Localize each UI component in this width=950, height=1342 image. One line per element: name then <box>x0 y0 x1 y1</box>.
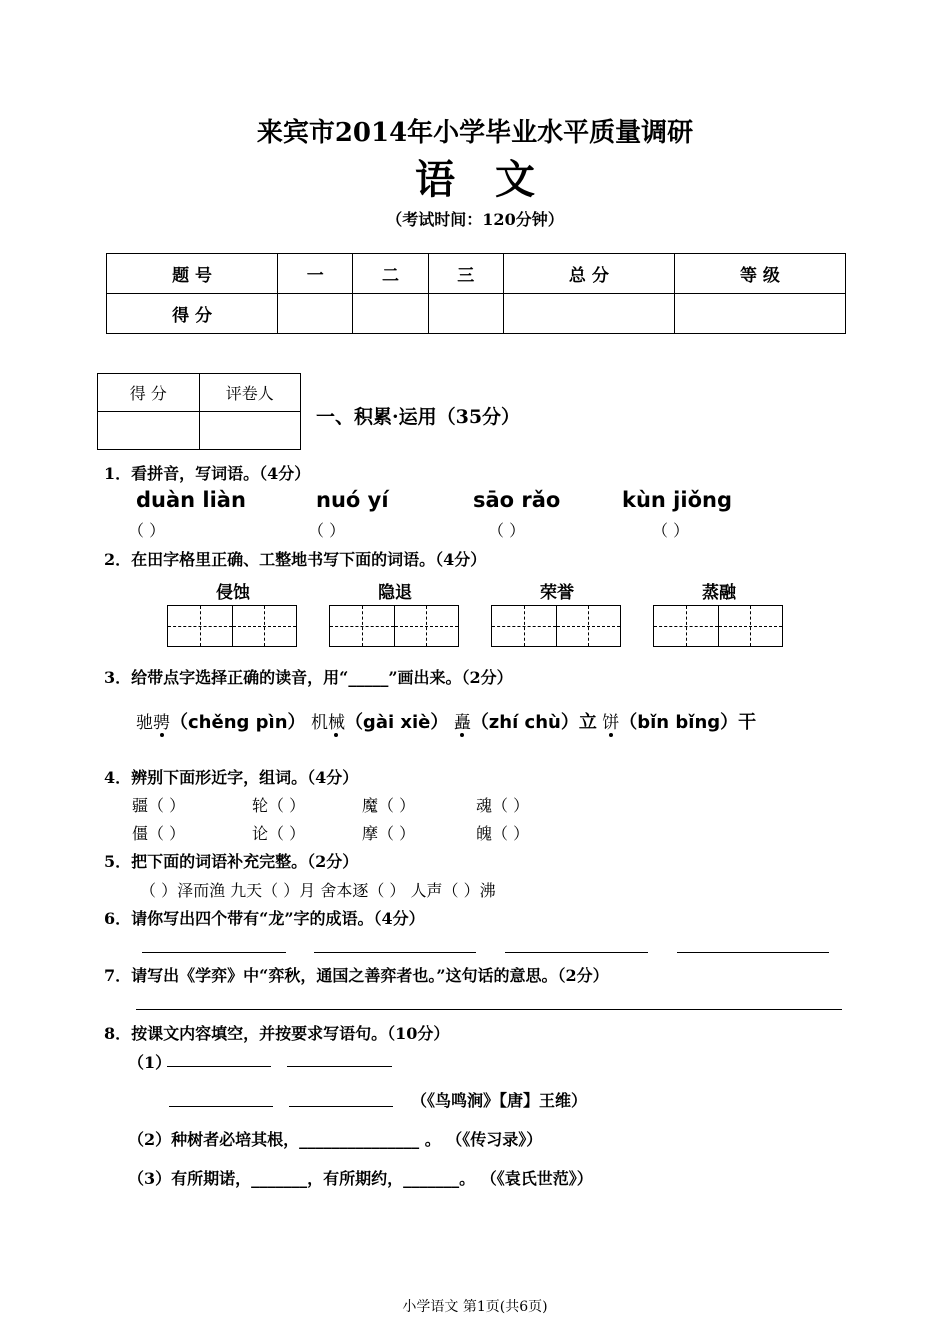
tianzige-grid-2[interactable] <box>329 605 459 647</box>
q8-part1-source: （《鸟鸣涧》【唐】王维） <box>411 1091 588 1110</box>
answer-blank-3[interactable]: （ ） <box>488 521 526 540</box>
word-label-3: 荣誉 <box>540 583 574 603</box>
score-input-cell[interactable] <box>353 294 428 334</box>
score-input-cell[interactable] <box>278 294 353 334</box>
score-input-cell[interactable] <box>428 294 503 334</box>
q3-item-4-reading[interactable]: （bǐn bǐng）干 <box>619 712 757 733</box>
pinyin-1: duàn liàn <box>136 488 246 512</box>
q3-item-2-reading[interactable]: （gài xiè） <box>344 712 449 733</box>
word-label-1: 侵蚀 <box>216 583 250 603</box>
q6-answer-line-3[interactable] <box>505 952 648 953</box>
section-title: 一、积累·运用（35分） <box>316 406 521 428</box>
score-table-header-row <box>107 254 846 294</box>
q4-row2-item4[interactable]: 魄（ ） <box>476 824 530 843</box>
score-cell: 二 <box>353 254 428 294</box>
score-cell: 三 <box>428 254 503 294</box>
q3-item-1-pre: 驰 <box>136 713 153 733</box>
score-input-cell[interactable] <box>674 294 845 334</box>
score-table-score-row <box>107 294 846 334</box>
grader-score-label: 得 分 <box>98 374 200 412</box>
grader-name-input[interactable] <box>199 412 301 450</box>
tianzige-grid-1[interactable] <box>167 605 297 647</box>
score-cell: 总 分 <box>503 254 674 294</box>
exam-time: （考试时间：120分钟） <box>386 210 564 229</box>
subject-title: 语文 <box>415 156 575 203</box>
tianzige-grid-4[interactable] <box>653 605 783 647</box>
word-label-4: 蒸融 <box>702 583 736 603</box>
score-cell: 等 级 <box>674 254 845 294</box>
exam-title: 来宾市2014年小学毕业水平质量调研 <box>256 118 694 148</box>
page-footer: 小学语文 第1页(共6页) <box>402 1299 548 1315</box>
word-label-2: 隐退 <box>378 583 412 603</box>
question-2-prompt: 2．在田字格里正确、工整地书写下面的词语。（4分） <box>104 550 487 569</box>
grader-score-input[interactable] <box>98 412 200 450</box>
q3-item-3-reading[interactable]: （zhí chù）立 <box>470 712 597 733</box>
q8-part1-line-2[interactable] <box>287 1066 392 1067</box>
q3-item-2-pre: 机 <box>310 713 328 733</box>
score-cell: 一 <box>278 254 353 294</box>
q5-text[interactable]: （ ）泽而渔 九天（ ）月 舍本逐（ ） 人声（ ）沸 <box>140 881 496 900</box>
q4-row1-item2[interactable]: 轮（ ） <box>252 796 306 815</box>
q4-row1-item1[interactable]: 疆（ ） <box>132 796 186 815</box>
q8-part1-line-4[interactable] <box>289 1106 393 1107</box>
question-6-prompt: 6．请你写出四个带有“龙”字的成语。（4分） <box>104 909 425 928</box>
q4-row2-item3[interactable]: 摩（ ） <box>362 824 416 843</box>
question-4-prompt: 4．辨别下面形近字，组词。（4分） <box>104 768 359 787</box>
score-cell: 得 分 <box>107 294 278 334</box>
q4-row1-item3[interactable]: 魔（ ） <box>362 796 416 815</box>
question-1-prompt: 1．看拼音，写词语。（4分） <box>104 464 311 483</box>
answer-blank-2[interactable]: （ ） <box>308 521 346 540</box>
question-5-prompt: 5．把下面的词语补充完整。（2分） <box>104 852 359 871</box>
grader-table <box>97 373 301 450</box>
q3-item-1-dotted: 骋 <box>153 708 170 733</box>
q4-row2-item2[interactable]: 论（ ） <box>252 824 306 843</box>
score-input-cell[interactable] <box>503 294 674 334</box>
q6-answer-line-1[interactable] <box>142 952 286 953</box>
question-3-prompt: 3．给带点字选择正确的读音，用“_____”画出来。（2分） <box>104 668 513 687</box>
answer-blank-4[interactable]: （ ） <box>652 521 690 540</box>
q6-answer-line-2[interactable] <box>314 952 476 953</box>
q8-part1-line-1[interactable] <box>167 1066 271 1067</box>
q8-part2[interactable]: （2）种树者必培其根，_______________ 。 （《传习录》） <box>128 1130 543 1149</box>
q3-item-1-reading[interactable]: （chěng pìn） <box>170 712 306 733</box>
question-7-prompt: 7．请写出《学弈》中“弈秋，通国之善弈者也。”这句话的意思。（2分） <box>104 966 609 985</box>
tianzige-grid-3[interactable] <box>491 605 621 647</box>
q8-part1-line-3[interactable] <box>169 1106 273 1107</box>
q3-item-2-dotted: 械 <box>328 708 345 733</box>
q7-answer-line[interactable] <box>136 1009 842 1010</box>
q8-part1-number: （1） <box>128 1053 172 1072</box>
q4-row1-item4[interactable]: 魂（ ） <box>476 796 530 815</box>
q8-part3[interactable]: （3）有所期诺，_______，有所期约，_______。 （《袁氏世范》） <box>128 1169 593 1188</box>
q3-item-3-dotted: 矗 <box>454 708 471 733</box>
score-cell: 题 号 <box>107 254 278 294</box>
q3-item-4-dotted: 饼 <box>602 708 619 733</box>
pinyin-3: sāo rǎo <box>473 488 561 512</box>
grader-label: 评卷人 <box>199 374 301 412</box>
score-table <box>106 253 846 334</box>
q6-answer-line-4[interactable] <box>677 952 829 953</box>
q4-row2-item1[interactable]: 僵（ ） <box>132 824 186 843</box>
pinyin-4: kùn jiǒng <box>622 488 732 512</box>
answer-blank-1[interactable]: （ ） <box>128 521 166 540</box>
pinyin-2: nuó yí <box>316 488 389 512</box>
question-8-prompt: 8．按课文内容填空，并按要求写语句。（10分） <box>104 1024 450 1043</box>
question-3-items <box>136 708 756 734</box>
